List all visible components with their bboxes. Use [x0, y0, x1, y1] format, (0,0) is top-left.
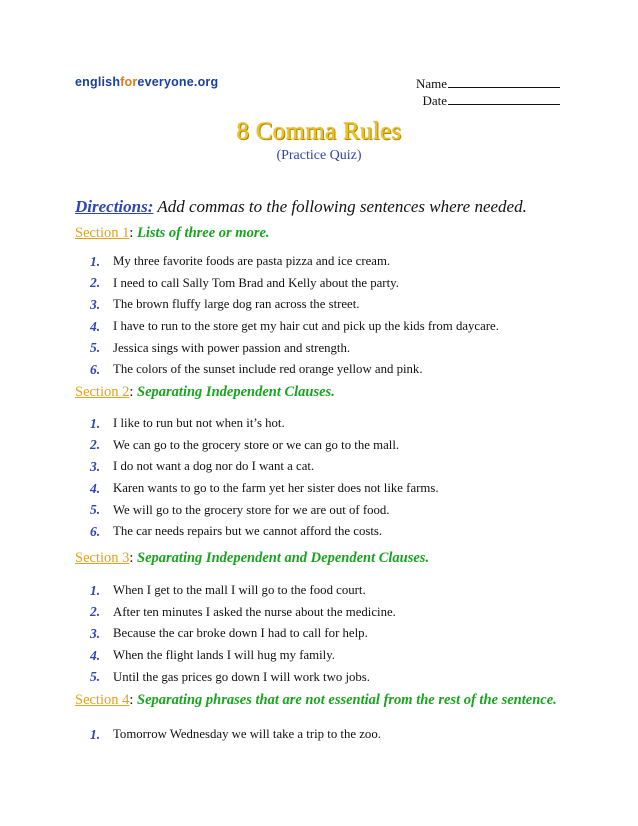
section-4-list [90, 724, 381, 746]
section-1-heading: Section 1: Lists of three or more. [75, 225, 270, 241]
logo-part-everyone: everyone.org [137, 75, 219, 89]
item-number: 6. [90, 523, 101, 539]
item-number: 2. [90, 604, 101, 620]
item-text: After ten minutes I asked the nurse about the medicine. [113, 604, 396, 619]
item-number: 2. [90, 437, 101, 453]
item-number: 4. [90, 647, 101, 663]
section-3-list [90, 580, 396, 688]
section-label: Section 1 [75, 225, 130, 241]
list-item [90, 273, 499, 295]
item-text: We can go to the grocery store or we can go to the mall. [113, 437, 400, 452]
directions-text: Add commas to the following sentences where needed. [153, 197, 527, 216]
item-number: 5. [90, 502, 101, 518]
item-text: My three favorite foods are pasta pizza and ice cream. [113, 254, 391, 269]
section-label: Section 4 [75, 692, 130, 708]
item-number: 5. [90, 669, 101, 685]
section-2-list [90, 413, 439, 543]
list-item [90, 666, 396, 688]
item-text: I need to call Sally Tom Brad and Kelly about the party. [113, 275, 399, 290]
item-text: Because the car broke down I had to call for help. [113, 626, 368, 641]
item-text: Karen wants to go to the farm yet her sister does not like farms. [113, 481, 439, 496]
item-text: When I get to the mall I will go to the food court. [113, 583, 366, 598]
list-item [90, 580, 396, 602]
name-date-block [416, 75, 560, 109]
section-title: Separating phrases that are not essential from the rest of the sentence. [137, 692, 557, 708]
name-row [416, 75, 560, 92]
logo-part-english: english [75, 75, 121, 89]
section-1-list [90, 251, 499, 381]
list-item [90, 602, 396, 624]
date-row [416, 92, 560, 109]
item-text: The colors of the sunset include red orange yellow and pink. [113, 362, 423, 377]
item-text: Tomorrow Wednesday we will take a trip to the zoo. [113, 727, 381, 742]
list-item [90, 435, 439, 457]
section-label: Section 3 [75, 550, 130, 566]
item-number: 3. [90, 458, 101, 474]
item-text: Until the gas prices go down I will work two jobs. [113, 669, 370, 684]
section-label: Section 2 [75, 384, 130, 400]
section-title: Separating Independent Clauses. [137, 384, 335, 400]
item-number: 3. [90, 296, 101, 312]
item-number: 1. [90, 582, 101, 598]
list-item [90, 251, 499, 273]
name-label: Name [415, 76, 447, 91]
item-text: The car needs repairs but we cannot afford the costs. [113, 524, 383, 539]
item-text: Jessica sings with power passion and strength. [113, 340, 351, 355]
list-item [90, 294, 499, 316]
list-item [90, 337, 499, 359]
section-title: Lists of three or more. [137, 225, 270, 241]
item-text: When the flight lands I will hug my family. [113, 648, 336, 663]
list-item [90, 623, 396, 645]
list-item [90, 413, 439, 435]
list-item [90, 359, 499, 381]
item-text: I have to run to the store get my hair cut and pick up the kids from daycare. [113, 319, 499, 334]
item-number: 2. [90, 275, 101, 291]
section-3-heading: Section 3: Separating Independent and Dependent Clauses. [75, 550, 430, 566]
page-subtitle: (Practice Quiz) [276, 148, 362, 163]
item-number: 4. [90, 318, 101, 334]
date-blank-line[interactable] [448, 92, 560, 105]
page-title: 8 Comma Rules [236, 118, 402, 145]
logo-part-for: for [120, 75, 138, 89]
list-item [90, 478, 439, 500]
item-text: The brown fluffy large dog ran across the street. [113, 297, 360, 312]
list-item [90, 521, 439, 543]
list-item [90, 316, 499, 338]
list-item [90, 456, 439, 478]
list-item [90, 724, 381, 746]
item-text: I like to run but not when it’s hot. [113, 416, 285, 431]
date-label: Date [422, 93, 447, 108]
list-item [90, 499, 439, 521]
name-blank-line[interactable] [448, 75, 560, 88]
item-number: 5. [90, 340, 101, 356]
site-logo[interactable] [75, 75, 218, 89]
item-text: I do not want a dog nor do I want a cat. [113, 459, 315, 474]
item-number: 4. [90, 480, 101, 496]
item-number: 1. [90, 415, 101, 431]
directions-label: Directions: [75, 197, 154, 216]
section-2-heading: Section 2: Separating Independent Clauses. [75, 384, 335, 400]
section-title: Separating Independent and Dependent Clauses. [137, 550, 430, 566]
item-number: 6. [90, 361, 101, 377]
item-number: 3. [90, 625, 101, 641]
directions [75, 197, 527, 217]
item-text: We will go to the grocery store for we are out of food. [113, 502, 390, 517]
section-4-heading: Section 4: Separating phrases that are not essential from the rest of the sentence. [75, 692, 557, 708]
item-number: 1. [90, 726, 101, 742]
list-item [90, 645, 396, 667]
item-number: 1. [90, 253, 101, 269]
